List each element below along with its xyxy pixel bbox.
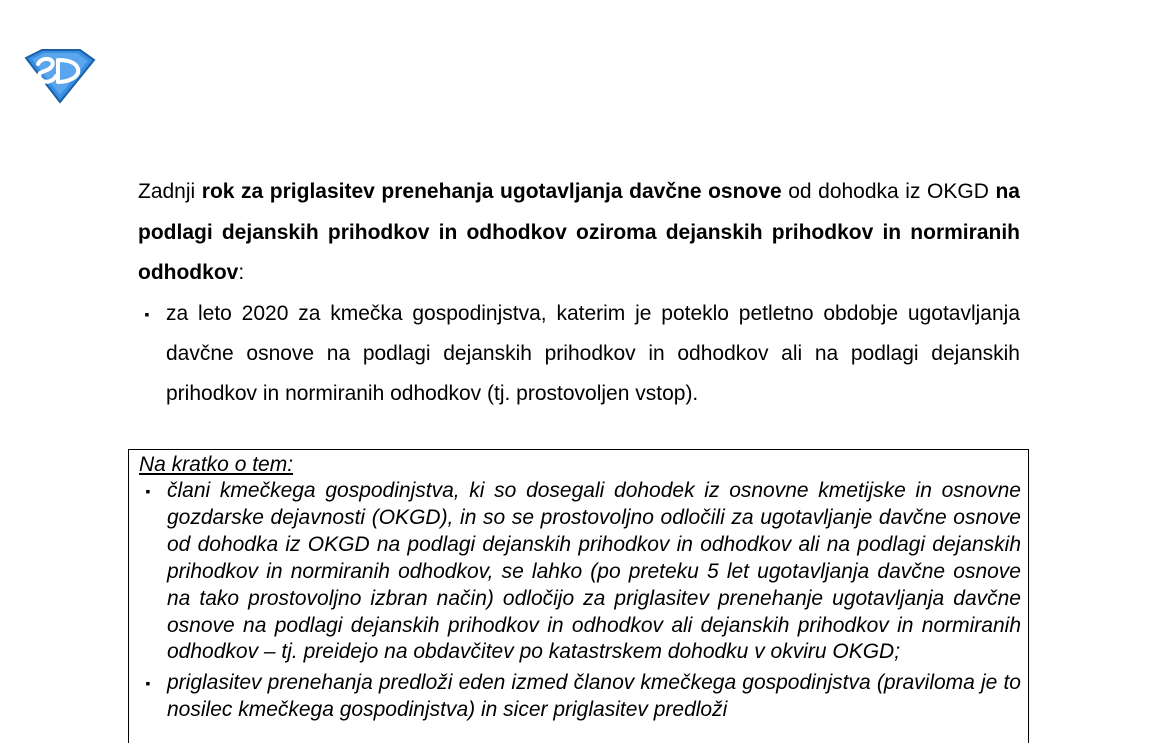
list-item-text: priglasitev prenehanja predloži eden izmed članov kmečkega gospodinjstva (praviloma je to nosilec kmečkega gospodinjstva) in sicer priglasitev predloži xyxy=(167,671,1021,722)
summary-list xyxy=(139,478,1021,728)
intro-text-3: : xyxy=(238,261,245,284)
intro-bold-2: na podlagi dejanskih prihodkov in odhodkov oziroma dejanskih prihodkov in normiranih odhodkov xyxy=(138,180,1020,284)
bullet-list xyxy=(138,294,1020,414)
intro-paragraph xyxy=(138,172,1020,294)
bullet-icon: ▪ xyxy=(145,483,151,499)
intro-text-2: od dohodka iz OKGD xyxy=(781,180,996,203)
bullet-icon: ▪ xyxy=(145,675,151,692)
logo xyxy=(22,48,96,104)
list-item-text: člani kmečkega gospodinjstva, ki so dosegali dohodek iz osnovne kmetijske in osnovne gozdarske dejavnosti (OKGD), in so se prostovoljno odločili za ugotavljanje davčne osnove od dohodka iz OKGD na podlagi dejanskih prihodkov in odhodkov ali na podlagi dejanskih prihodkov in normiranih odhodkov, se lahko (po preteku 5 let ugotavljanja davčne osnove na tako prostovoljno izbran način) odločijo za priglasitev prenehanje ugotavljanja davčne osnove na podlagi dejanskih prihodkov in odhodkov ali dejanskih prihodkov in normiranih odhodkov – tj. preidejo na obdavčitev po katastrskem dohodku v okviru OKGD; xyxy=(167,479,1021,664)
intro-text-1: Zadnji xyxy=(138,180,202,203)
list-item xyxy=(138,294,1020,414)
bullet-icon: ▪ xyxy=(144,306,150,322)
intro-bold-1: rok za priglasitev prenehanja ugotavljanja davčne osnove xyxy=(201,180,782,203)
list-item-text: za leto 2020 za kmečka gospodinjstva, katerim je poteklo petletno obdobje ugotavljanja davčne osnove na podlagi dejanskih prihodkov in odhodkov ali na podlagi dejanskih prihodkov in normiranih odhodkov (tj. prostovoljen vstop). xyxy=(166,302,1020,405)
list-item xyxy=(139,670,1021,724)
summary-box xyxy=(128,449,1029,743)
list-item xyxy=(139,478,1021,666)
summary-box-title: Na kratko o tem: xyxy=(139,453,294,476)
